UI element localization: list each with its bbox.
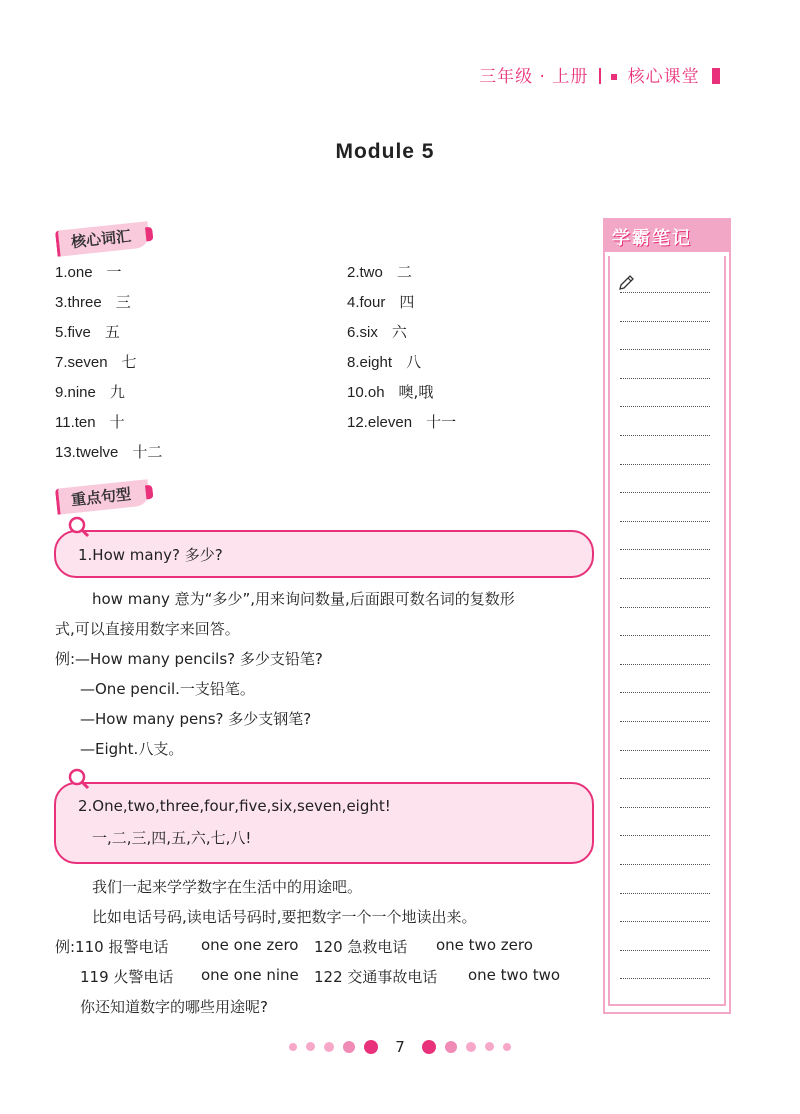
- point2-example4-cn: 122 交通事故电话: [314, 968, 438, 986]
- vocab-item: 3.three 三: [55, 293, 131, 311]
- vocab-item: 1.one 一: [55, 263, 122, 281]
- vocab-item: 11.ten 十: [55, 413, 125, 431]
- point2-explain-line2: 比如电话号码,读电话号码时,要把数字一个一个地读出来。: [92, 908, 477, 926]
- note-line: [620, 921, 710, 922]
- footer-dot: [422, 1040, 436, 1054]
- point2-heading-cn: 一,二,三,四,五,六,七,八!: [92, 829, 252, 847]
- pencil-icon: [617, 274, 635, 292]
- point2-example2-en: one two zero: [436, 936, 533, 954]
- note-line: [620, 750, 710, 751]
- point2-example1-en: one one zero: [201, 936, 299, 954]
- header-end-bar: [712, 68, 720, 84]
- note-line: [620, 406, 710, 407]
- point2-example2-cn: 120 急救电话: [314, 938, 408, 956]
- header-grade: 三年级 · 上册: [479, 67, 589, 87]
- footer-dot: [485, 1042, 494, 1051]
- page-title: Module 5: [335, 140, 435, 163]
- vocab-item: 5.five 五: [55, 323, 120, 341]
- note-line: [620, 978, 710, 979]
- note-line: [620, 721, 710, 722]
- note-line: [620, 492, 710, 493]
- note-line: [620, 521, 710, 522]
- footer-dot: [445, 1041, 457, 1053]
- note-line: [620, 864, 710, 865]
- note-line: [620, 893, 710, 894]
- note-line: [620, 807, 710, 808]
- point1-example2: —One pencil.一支铅笔。: [80, 680, 255, 698]
- note-line: [620, 778, 710, 779]
- vocab-section-tag: 核心词汇: [55, 221, 150, 257]
- note-line: [620, 835, 710, 836]
- point2-example3-cn: 119 火警电话: [80, 968, 174, 986]
- footer-dot: [466, 1042, 476, 1052]
- magnifier-icon: [68, 516, 90, 538]
- vocab-item: 9.nine 九: [55, 383, 125, 401]
- note-line: [620, 664, 710, 665]
- point2-box: [54, 782, 594, 864]
- magnifier-icon: [68, 768, 90, 790]
- header-text: [479, 62, 720, 87]
- point2-example4-en: one two two: [468, 966, 561, 984]
- point1-explain-line1: how many 意为“多少”,用来询问数量,后面跟可数名词的复数形: [92, 590, 515, 608]
- point2-closing: 你还知道数字的哪些用途呢?: [80, 998, 268, 1016]
- note-line: [620, 950, 710, 951]
- point1-example4: —Eight.八支。: [80, 740, 184, 758]
- footer-dot: [306, 1042, 315, 1051]
- point2-example1-cn: 例:110 报警电话: [55, 938, 169, 956]
- page-footer: [0, 1036, 800, 1056]
- header-square-icon: [611, 74, 617, 80]
- note-line: [620, 378, 710, 379]
- note-line: [620, 549, 710, 550]
- footer-dot: [289, 1043, 297, 1051]
- page-number: 7: [395, 1037, 405, 1056]
- note-line: [620, 607, 710, 608]
- point1-explain-line2: 式,可以直接用数字来回答。: [55, 620, 240, 638]
- footer-dot: [364, 1040, 378, 1054]
- note-line: [620, 635, 710, 636]
- footer-dot: [324, 1042, 334, 1052]
- note-line: [620, 349, 710, 350]
- point1-example3: —How many pens? 多少支钢笔?: [80, 710, 312, 728]
- note-line: [620, 321, 710, 322]
- notes-sidebar-title: 学霸笔记: [612, 228, 692, 249]
- sentence-section-tag: 重点句型: [55, 479, 150, 515]
- point1-example1: 例:—How many pencils? 多少支铅笔?: [55, 650, 323, 668]
- vocab-item: 7.seven 七: [55, 353, 137, 371]
- point2-explain-line1: 我们一起来学学数字在生活中的用途吧。: [92, 878, 363, 896]
- point2-example3-en: one one nine: [201, 966, 299, 984]
- page-header: [0, 62, 800, 102]
- note-line: [620, 292, 710, 293]
- vocab-item: 10.oh 噢,哦: [347, 383, 434, 401]
- footer-dot: [503, 1043, 511, 1051]
- vocab-item: 12.eleven 十一: [347, 413, 457, 431]
- note-line: [620, 692, 710, 693]
- vocab-item: 6.six 六: [347, 323, 407, 341]
- vocab-item: 4.four 四: [347, 293, 415, 311]
- point2-heading-en: 2.One,two,three,four,five,six,seven,eight!: [78, 797, 391, 815]
- footer-dot: [343, 1041, 355, 1053]
- vocab-item: 13.twelve 十二: [55, 443, 163, 461]
- point1-heading: 1.How many? 多少?: [78, 546, 223, 564]
- header-divider: [599, 68, 601, 84]
- vocab-item: 2.two 二: [347, 263, 412, 281]
- note-line: [620, 464, 710, 465]
- note-line: [620, 435, 710, 436]
- vocab-item: 8.eight 八: [347, 353, 422, 371]
- note-line: [620, 578, 710, 579]
- header-series: 核心课堂: [627, 67, 700, 87]
